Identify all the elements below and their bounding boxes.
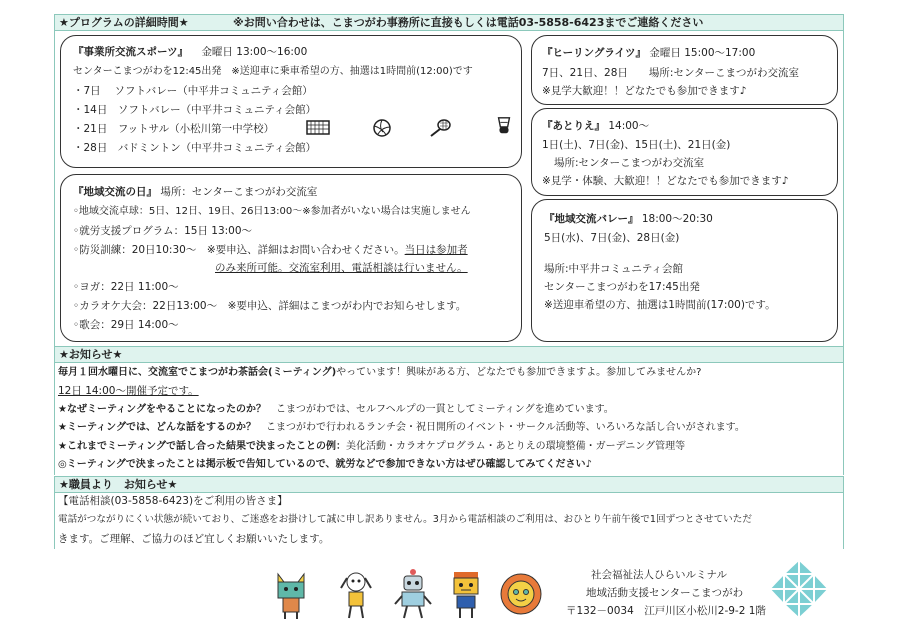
contact-note: ※お問い合わせは、こまつがわ事務所に直接もしくは電話03-5858-6423までご連絡ください	[233, 16, 704, 29]
sports-note: センターこまつがわを12:45出発 ※送迎車に乗車希望の方、抽選は1時間前(12:00)です	[73, 66, 473, 77]
volley-depart: センターこまつがわを17:45出発	[544, 281, 700, 293]
volley-dates: 5日(水)、7日(金)、28日(金)	[544, 232, 680, 244]
sports-item: ・28日 バドミントン（中平井コミュニティ会館）	[73, 142, 317, 154]
volleyball-icon	[369, 118, 395, 138]
news-line5: 美化活動・カラオケプログラム・あとりえの環境整備・ガーデニング管理等	[345, 441, 686, 452]
robot-character-icon	[392, 568, 434, 620]
community-line: ◦就労支援プログラム：15日 13:00〜	[73, 225, 253, 237]
community-day-box	[60, 174, 522, 342]
staff-line1: 【電話相談(03-5858-6423)をご利用の皆さま】	[58, 495, 288, 507]
community-line: ◦ヨガ：22日 11:00〜	[73, 281, 179, 293]
news-header-title: ★お知らせ★	[59, 348, 123, 361]
sun-face-icon	[498, 568, 544, 620]
news-line2: 12日 14:00〜開催予定です。	[58, 385, 199, 397]
atorie-time: 14:00〜	[608, 120, 650, 132]
staff-line3: きます。ご理解、ご協力のほど宜しくお願いいたします。	[58, 533, 330, 545]
healing-time: 金曜日 15:00〜17:00	[649, 47, 756, 59]
sports-item: ・21日 フットサル（小松川第一中学校）	[73, 123, 275, 135]
volley-title: 『地域交流バレー』	[544, 213, 639, 225]
org-name2: 地域活動支援センターこまつがわ	[586, 587, 744, 599]
cat-character-icon	[270, 568, 312, 620]
sports-item: ・7日 ソフトバレー（中平井コミュニティ会館）	[73, 85, 313, 97]
news-line3-bold: ★なぜミーティングをやることになったのか？	[58, 404, 266, 415]
staff-line2: 電話がつながりにくい状態が続いており、ご迷惑をお掛けして誠に申し訳ありません。3月から電話相談のご利用は、おひとり午前午後で1回ずつとさせていただ	[58, 514, 752, 525]
atorie-place: 場所:センターこまつがわ交流室	[554, 157, 705, 169]
volley-place: 場所:中平井コミュニティ会館	[544, 263, 683, 275]
atorie-title: 『あとりえ』	[542, 120, 605, 132]
news-line6: ◎ミーティングで決まったことは掲示板で告知しているので、就労などで参加できない方はぜひ確認してみてください♪	[58, 459, 592, 470]
org-name1: 社会福祉法人ひらいルミナル	[591, 569, 727, 581]
program-header	[54, 14, 844, 31]
healing-title: 『ヒーリングライツ』	[542, 47, 647, 59]
news-line1: やっています！興味がある方、どなたでも参加できますよ。参加してみませんか?	[336, 367, 702, 378]
sports-time: 金曜日 13:00〜16:00	[201, 46, 308, 58]
sports-box	[60, 35, 522, 168]
volley-note: ※送迎車希望の方、抽選は1時間前(17:00)です。	[544, 299, 776, 311]
news-line5-bold: ★これまでミーティングで話し合った結果で決まったことの例：	[58, 441, 346, 452]
community-line-underlined: 当日は参加者	[404, 244, 468, 256]
sports-item: ・14日 ソフトバレー（中平井コミュニティ会館）	[73, 104, 317, 116]
community-line: ◦防災訓練：20日10:30〜 ※要申込、詳細はお問い合わせください。	[73, 244, 405, 256]
community-line-underlined: のみ来所可能。交流室利用、電話相談は行いません。	[215, 262, 468, 274]
staff-header-title: ★職員より お知らせ★	[59, 478, 178, 491]
volley-box	[531, 199, 838, 342]
dog-character-icon	[335, 568, 377, 620]
news-line4: こまつがわで行われるランチ会・祝日開所のイベント・サークル活動等、いろいろな話し合いがされます。	[265, 422, 745, 433]
organization-logo-icon	[768, 558, 830, 620]
atorie-box	[531, 108, 838, 196]
community-day-place: 場所：センターこまつがわ交流室	[160, 186, 318, 198]
badminton-racket-icon	[427, 118, 453, 138]
volley-time: 18:00〜20:30	[641, 213, 713, 225]
atorie-note: ※見学・体験、大歓迎！！どなたでも参加できます♪	[542, 175, 789, 187]
healing-note: ※見学大歓迎！！どなたでも参加できます♪	[542, 85, 747, 97]
staff-header	[54, 476, 844, 493]
goal-net-icon	[305, 118, 331, 138]
community-day-title: 『地域交流の日』	[73, 186, 157, 198]
atorie-dates: 1日(土)、7日(金)、15日(土)、21日(金)	[542, 139, 731, 151]
news-header	[54, 346, 844, 363]
shuttlecock-icon	[491, 116, 517, 136]
healing-box	[531, 35, 838, 105]
community-line: ◦カラオケ大会：22日13:00〜 ※要申込、詳細はこまつがわ内でお知らせします。	[73, 300, 467, 312]
news-line1-bold: 毎月１回水曜日に、交流室でこまつがわ茶話会(ミーティング)	[58, 367, 337, 378]
news-line4-bold: ★ミーティングでは、どんな話をするのか？	[58, 422, 256, 433]
sports-title: 『事業所交流スポーツ』	[73, 46, 189, 58]
org-address: 〒132－0034 江戸川区小松川2-9-2 1階	[566, 605, 766, 617]
program-header-title: ★プログラムの詳細時間★	[59, 16, 189, 29]
community-line: ◦歌会：29日 14:00〜	[73, 319, 179, 331]
community-line: ◦地域交流卓球：5日、12日、19日、26日13:00〜※参加者がいない場合は実施しません	[73, 206, 471, 217]
news-line3: こまつがわでは、セルフヘルプの一貫としてミーティングを進めています。	[275, 404, 614, 415]
healing-dates: 7日、21日、28日 場所:センターこまつがわ交流室	[542, 67, 800, 79]
block-person-icon	[445, 568, 487, 620]
